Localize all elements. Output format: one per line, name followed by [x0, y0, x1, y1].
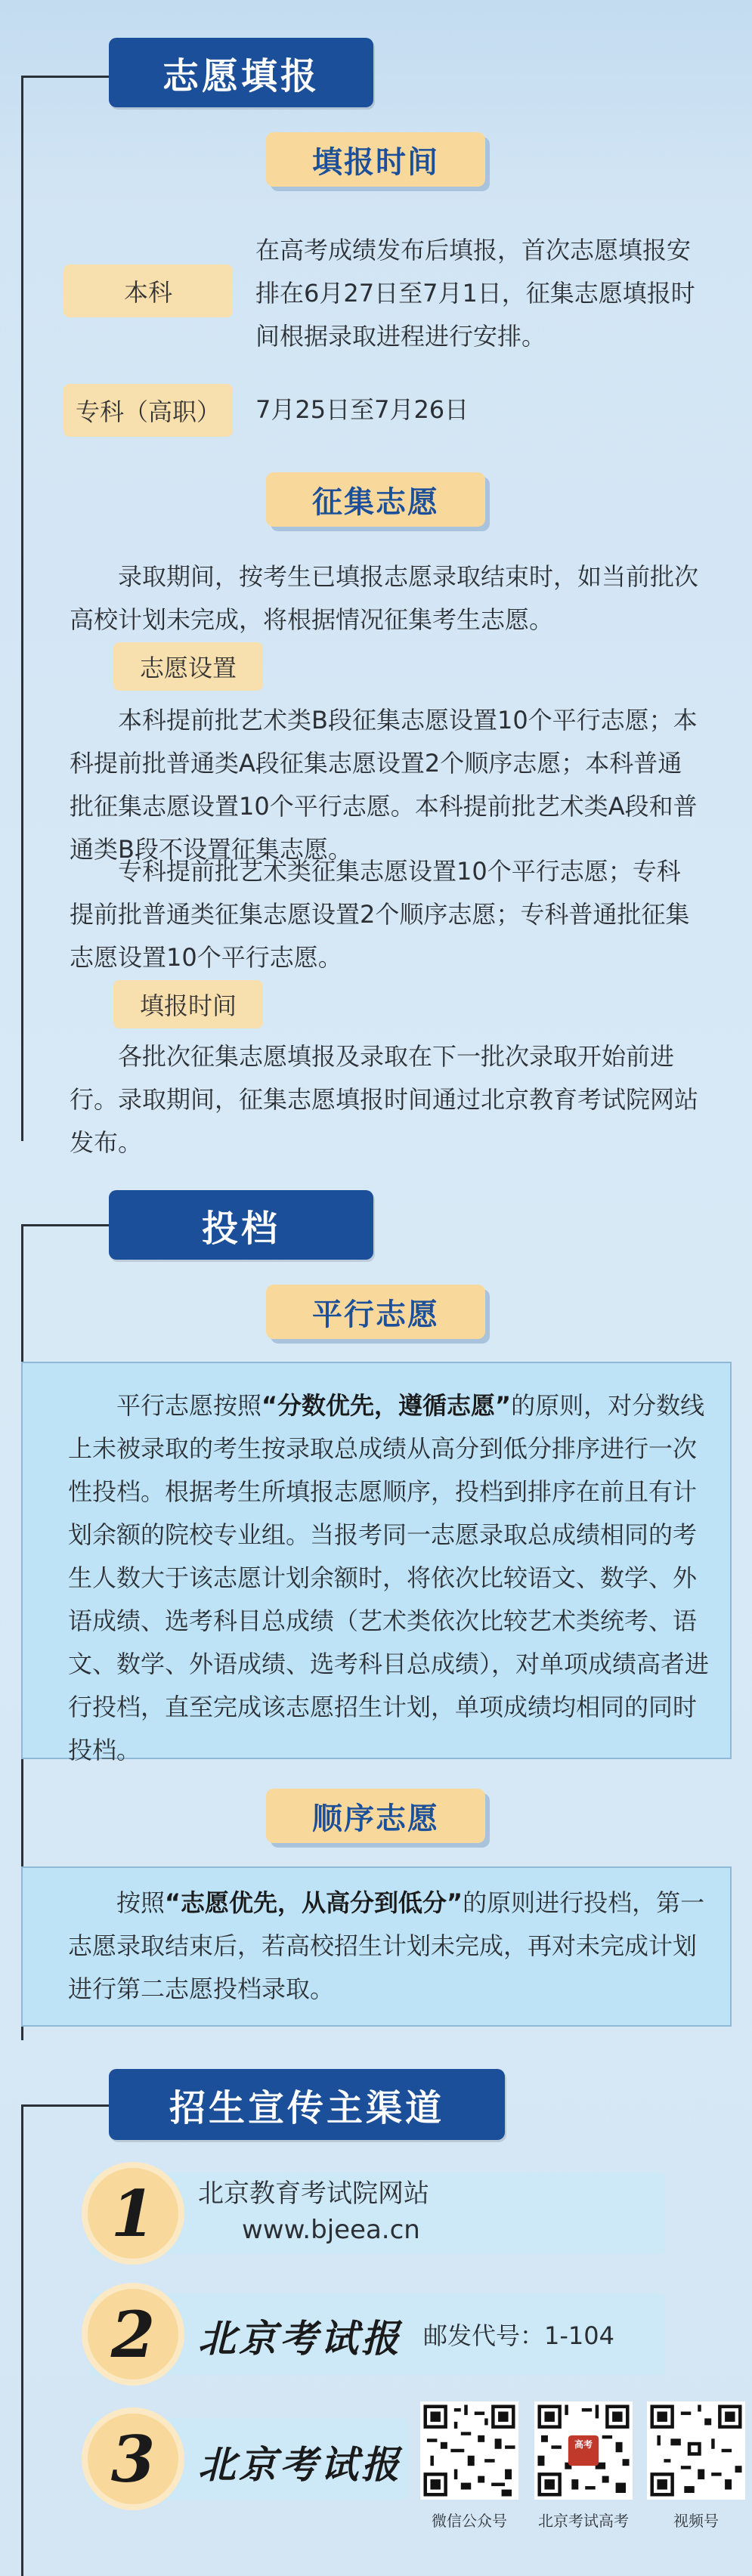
sequential-title: 顺序志愿 [266, 1789, 485, 1843]
qr-label-video: 视频号 [673, 2512, 719, 2530]
parallel-title: 平行志愿 [266, 1285, 485, 1339]
section2-title: 投档 [109, 1190, 373, 1260]
zhuanke-tag: 专科（高职） [63, 384, 233, 437]
time-tag: 填报时间 [113, 980, 263, 1028]
qr-label-wechat: 微信公众号 [432, 2512, 507, 2530]
channel-3-brand-logo: 北京考试报 [198, 2442, 402, 2487]
channel-3-number: 3 [88, 2414, 178, 2504]
qr-video-channel-icon[interactable] [647, 2401, 745, 2500]
sequential-box [21, 1866, 732, 2027]
channel-1-name: 北京教育考试院网站 [198, 2179, 429, 2209]
benke-text: 在高考成绩发布后填报，首次志愿填报安排在6月27日至7月1日，征集志愿填报时间根据录取进程进行安排。 [255, 236, 695, 351]
channel-2-postal-code: 邮发代号：1-104 [423, 2321, 614, 2350]
section3-line-top [21, 2104, 109, 2107]
section2-line-top [21, 1224, 109, 1226]
qr-label-gaokao: 北京考试高考 [538, 2512, 629, 2530]
setting-p2: 专科提前批艺术类征集志愿设置10个平行志愿；专科提前批普通类征集志愿设置2个顺序志愿；专科普通批征集志愿设置10个平行志愿。 [70, 857, 690, 972]
channel-2-number: 2 [88, 2289, 178, 2380]
section1-title: 志愿填报 [109, 38, 373, 107]
benke-tag: 本科 [63, 264, 233, 317]
channel-2-brand-logo: 北京考试报 [198, 2316, 402, 2361]
qr-badge: 高考 [574, 2439, 593, 2450]
parallel-principle: “分数优先，遵循志愿” [261, 1391, 512, 1420]
section3-title: 招生宣传主渠道 [109, 2069, 505, 2140]
setting-tag: 志愿设置 [113, 642, 263, 691]
setting-p1: 本科提前批艺术类B段征集志愿设置10个平行志愿；本科提前批普通类A段征集志愿设置2个顺序志愿；本科普通批征集志愿设置10个平行志愿。本科提前批艺术类A段和普通类B段不设置征集志愿。 [70, 706, 698, 864]
sequential-text: 按照“志愿优先，从高分到低分”的原则进行投档，第一志愿录取结束后，若高校招生计划未完成，再对未完成计划进行第二志愿投档录取。 [68, 1888, 705, 2003]
qr-beijing-gaokao-icon[interactable] [534, 2401, 633, 2500]
channel-1-number: 1 [88, 2168, 178, 2259]
section1-line-top [21, 76, 109, 78]
time-text: 各批次征集志愿填报及录取在下一批次录取开始前进行。录取期间，征集志愿填报时间通过北京教育考试院网站发布。 [70, 1042, 699, 1157]
fill-time-title: 填报时间 [266, 132, 485, 187]
qr-wechat-icon[interactable] [420, 2401, 518, 2500]
zhengji-intro: 录取期间，按考生已填报志愿录取结束时，如当前批次高校计划未完成，将根据情况征集考生志愿。 [70, 562, 699, 634]
parallel-box [21, 1362, 732, 1764]
zhengji-title: 征集志愿 [266, 472, 485, 527]
sequential-principle: “志愿优先，从高分到低分” [165, 1888, 463, 1917]
section1-line [21, 76, 23, 1141]
parallel-text: 平行志愿按照“分数优先，遵循志愿”的原则，对分数线上未被录取的考生按录取总成绩从高分到低分排序进行一次性投档。根据考生所填报志愿顺序，投档到排序在前且有计划余额的院校专业组。当报考同一志愿录取总成绩相同的考生人数大于该志愿计划余额时，将依次比较语文、数学、外语成绩、选考科目总成绩（艺术类依次比较艺术类统考、语文、数学、外语成绩、选考科目总成绩），对单项成绩高者进行投档，直至完成该志愿招生计划，单项成绩均相同的同时投档。 [68, 1391, 710, 1764]
channel-1-url[interactable]: www.bjeea.cn [242, 2215, 420, 2245]
zhuanke-text: 7月25日至7月26日 [255, 395, 469, 424]
section3-line [21, 2104, 23, 2576]
